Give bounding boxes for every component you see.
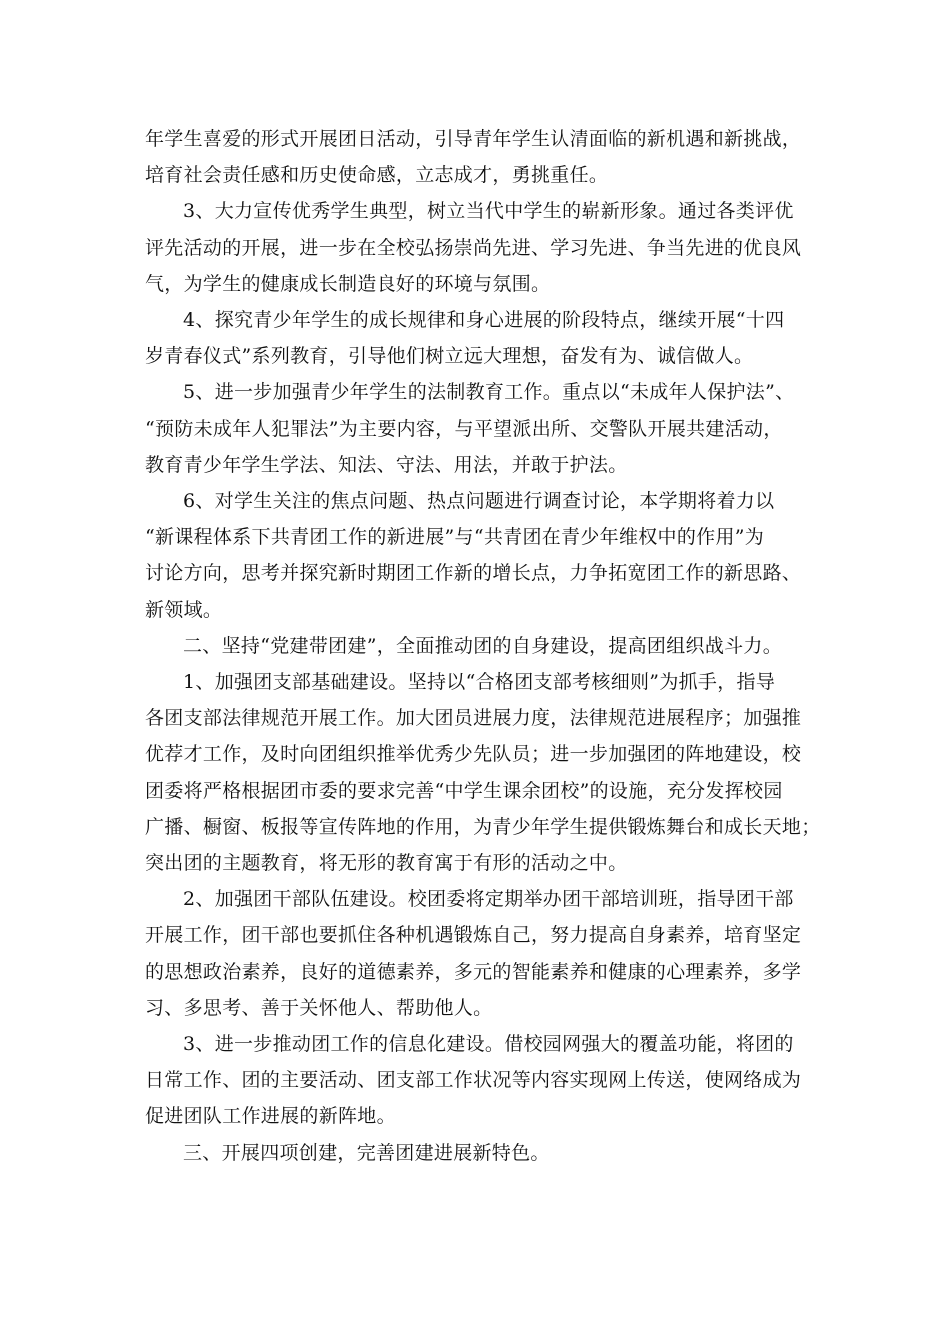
- paragraph-section2-item-1: [145, 664, 821, 881]
- text-line: 团委将严格根据团市委的要求完善“中学生课余团校”的设施，充分发挥校园: [145, 779, 783, 802]
- text-line: 优荐才工作，及时向团组织推举优秀少先队员；进一步加强团的阵地建设，校: [145, 743, 802, 766]
- text-line: “预防未成年人犯罪法”为主要内容，与平望派出所、交警队开展共建活动，: [145, 417, 783, 440]
- text-line: 习、多思考、善于关怀他人、帮助他人。: [145, 996, 493, 1019]
- text-line: 培育社会责任感和历史使命感，立志成才，勇挑重任。: [145, 164, 609, 187]
- text-line: 4、探究青少年学生的成长规律和身心进展的阶段特点，继续开展“十四: [183, 309, 785, 332]
- text-line: 各团支部法律规范开展工作。加大团员进展力度，法律规范进展程序；加强推: [145, 707, 802, 730]
- paragraph-item-6: [145, 483, 810, 628]
- text-line: 新领域。: [145, 598, 223, 621]
- paragraph-item-3: [145, 193, 810, 302]
- text-line: 3、进一步推动团工作的信息化建设。借校园网强大的覆盖功能，将团的: [183, 1033, 794, 1056]
- text-line: 岁青春仪式”系列教育，引导他们树立远大理想，奋发有为、诚信做人。: [145, 345, 754, 368]
- text-line: 教育青少年学生学法、知法、守法、用法，并敢于护法。: [145, 453, 628, 476]
- text-line: 二、坚持“党建带团建”，全面推动团的自身建设，提高团组织战斗力。: [183, 634, 783, 657]
- paragraph-continued: [145, 121, 810, 193]
- text-line: 6、对学生关注的焦点问题、热点问题进行调查讨论，本学期将着力以: [183, 490, 775, 513]
- text-line: 突出团的主题教育，将无形的教育寓于有形的活动之中。: [145, 852, 628, 875]
- text-line: 的思想政治素养，良好的道德素养，多元的智能素养和健康的心理素养，多学: [145, 960, 802, 983]
- text-line: 广播、橱窗、板报等宣传阵地的作用，为青少年学生提供锻炼舞台和成长天地；: [145, 815, 821, 838]
- section-heading-3: [145, 1135, 810, 1171]
- paragraph-item-4: [145, 302, 810, 374]
- text-line: 年学生喜爱的形式开展团日活动，引导青年学生认清面临的新机遇和新挑战，: [145, 128, 802, 150]
- section-heading-2: [145, 628, 810, 664]
- text-line: 评先活动的开展，进一步在全校弘扬崇尚先进、学习先进、争当先进的优良风: [145, 236, 802, 259]
- text-line: 5、进一步加强青少年学生的法制教育工作。重点以“未成年人保护法”、: [183, 381, 795, 404]
- text-line: “新课程体系下共青团工作的新进展”与“共青团在青少年维权中的作用”为: [145, 526, 765, 549]
- text-line: 开展工作，团干部也要抓住各种机遇锻炼自己，努力提高自身素养，培育坚定: [145, 924, 802, 947]
- text-line: 三、开展四项创建，完善团建进展新特色。: [183, 1141, 550, 1164]
- paragraph-item-5: [145, 374, 810, 483]
- text-line: 促进团队工作进展的新阵地。: [145, 1105, 396, 1128]
- text-line: 日常工作、团的主要活动、团支部工作状况等内容实现网上传送，使网络成为: [145, 1069, 802, 1092]
- text-line: 3、大力宣传优秀学生典型，树立当代中学生的崭新形象。通过各类评优: [183, 200, 794, 223]
- text-line: 讨论方向，思考并探究新时期团工作新的增长点，力争拓宽团工作的新思路、: [145, 562, 802, 585]
- document-body: [145, 121, 821, 1171]
- paragraph-section2-item-2: [145, 881, 810, 1026]
- paragraph-section2-item-3: [145, 1026, 810, 1135]
- text-line: 2、加强团干部队伍建设。校团委将定期举办团干部培训班，指导团干部: [183, 888, 794, 911]
- text-line: 1、加强团支部基础建设。坚持以“合格团支部考核细则”为抓手，指导: [183, 671, 776, 694]
- text-line: 气，为学生的健康成长制造良好的环境与氛围。: [145, 272, 551, 295]
